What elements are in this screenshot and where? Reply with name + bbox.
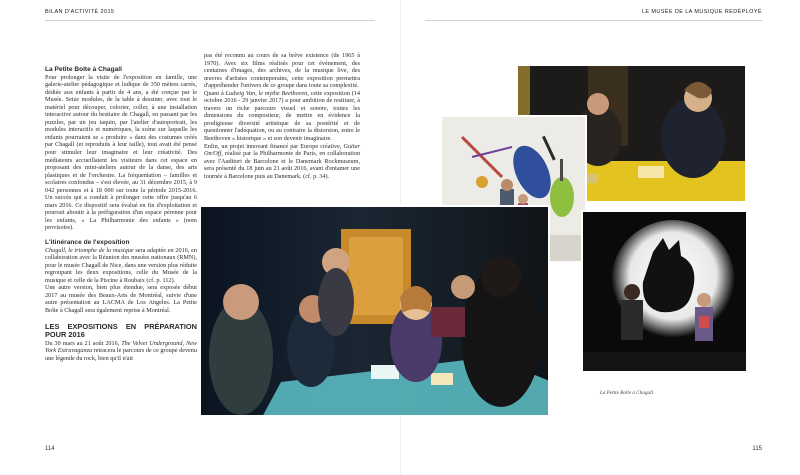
text-column-2 xyxy=(204,52,360,180)
italic-exhibition-title: Chagall, le triomphe de la musique xyxy=(45,246,134,254)
page-number-left: 114 xyxy=(45,446,55,452)
paragraph-velvet-a: Du 30 mars au 21 août 2016, xyxy=(45,339,122,347)
paragraph-beethoven-b: , cette exposition (14 octobre 2016 - 29 janvier 2017) a pour ambition de restituer, à travers un riche parcours visuel et sonore, toutes les dimensions du compositeur, de mettre en évidence la prodigieuse diversité artistique de sa postérité et de questionner l'adéquation, ou au contraire la distorsion, entre le Beethoven « historique » et son devenir imaginaire. xyxy=(204,89,360,143)
paragraph-velvet-b: retracera le parcours de ce groupe devenu une légende du rock, bien qu'il n'ait xyxy=(45,347,197,362)
text-column-1 xyxy=(45,66,197,362)
paragraph-petite-boite: Pour prolonger la visite de l'exposition en famille, une galerie-atelier pédagogique et ludique de 350 mètres carrés, dédiée aux enfants à partir de 4 ans, a été conçue par le Musée. Seize modules, de la table à dessiner, avec tout le matériel pour découper, colorier, coller, à une installation interactive autour du bestiaire de Chagall, en passant par les puzzles, par un jeu taquin, par l'atelier d'autoportrait, les modules interactifs et numériques, la scène sur laquelle les enfants pourraient se « produire » dans des costumes créés par Chagall (et reproduits à leur taille), tout avait été pensé pour stimuler leur imaginaire et leur créativité. Des médiateurs accueillaient les visiteurs dans cet espace en proposant des mini-ateliers autour de la danse, des arts plastiques et de l'orchestre. La fréquentation – familles et scolaires confondus – s'est élevée, au 31 décembre 2015, à 9 042 personnes et à 18 000 sur toute la période 2015-2016. Un succès qui a conduit à prolonger cette offre jusqu'au 6 mars 2016. Ce dispositif sera évalué en fin d'exploitation et pourrait aboutir à la préfiguration d'un espace pérenne pour les enfants, « La Philharmonie des enfants » (nom provisoire). xyxy=(45,73,197,232)
italic-velvet-title: The Velvet Underground, New York Extravaganza xyxy=(45,339,197,355)
photo-caption: La Petite Boîte à Chagall. xyxy=(600,390,655,396)
paragraph-beethoven-a: Quant à xyxy=(204,89,226,97)
running-header-left: BILAN D'ACTIVITÉ 2015 xyxy=(45,9,115,15)
paragraph-itinerance-text: sera adaptée en 2016, en collaboration avec la Réunion des musées nationaux (RMN), pour le musée Chagall de Nice, dans une version plus réduite regroupant les deux expositions, celle du Musée de la musique et celle de la Piscine à Roubaix (cf. p. 112). xyxy=(45,246,197,284)
paragraph-beethoven xyxy=(204,90,360,143)
header-rule-right xyxy=(425,20,762,21)
header-rule-left xyxy=(45,20,375,21)
italic-beethoven-title: Ludwig Van, le mythe Beethoven xyxy=(225,89,308,97)
paragraph-guitar-b: , réalisé par la Philharmonie de Paris, en collaboration avec l'Auditori de Barcelone et le Danemark Rockmuseum, sera présenté du 18 juin au 21 août 2016, avant d'entamer une tournée à Barcelone puis au Danemark. (cf. p. 34). xyxy=(204,150,360,180)
italic-guitar-title: Guitar On/Off xyxy=(204,142,360,158)
paragraph-guitar xyxy=(204,143,360,181)
photo-children-light-table xyxy=(199,205,550,417)
paragraph-guitar-a: Enfin, un projet innovant financé par Europe créative, xyxy=(204,142,344,150)
section-heading-petite-boite: La Petite Boîte à Chagall xyxy=(45,66,122,73)
section-heading-preparation: LES EXPOSITIONS EN PRÉPARATION POUR 2016 xyxy=(45,321,197,340)
photo-children-light-table-art xyxy=(201,207,550,417)
photo-spotlight-shadow xyxy=(581,210,748,373)
section-heading-itinerance: L'itinérance de l'exposition xyxy=(45,239,130,247)
paragraph-velvet-cont: pas été reconnu au cours de sa brève existence (de 1965 à 1970). Avec six films réalisés pour cet événement, des centaines d'images, des archives, de la musique live, des œuvres d'artistes contemporains, cette exposition permettra d'appréhender l'univers de ce groupe dans toute sa complexité. xyxy=(204,52,360,90)
photo-spotlight-shadow-art xyxy=(583,212,748,373)
paragraph-montreal: Une autre version, bien plus étendue, sera exposée début 2017 au musée des Beaux-Arts de Montréal, suivie d'une autre présentation au LACMA de Los Angeles. La Petite Boîte à Chagall sera également reprise à Montréal. xyxy=(45,284,197,314)
page-number-right: 115 xyxy=(752,446,762,452)
paragraph-itinerance xyxy=(45,247,197,285)
running-header-right: LE MUSÉE DE LA MUSIQUE REDÉPLOYÉ xyxy=(641,9,762,15)
paragraph-velvet xyxy=(45,340,197,363)
